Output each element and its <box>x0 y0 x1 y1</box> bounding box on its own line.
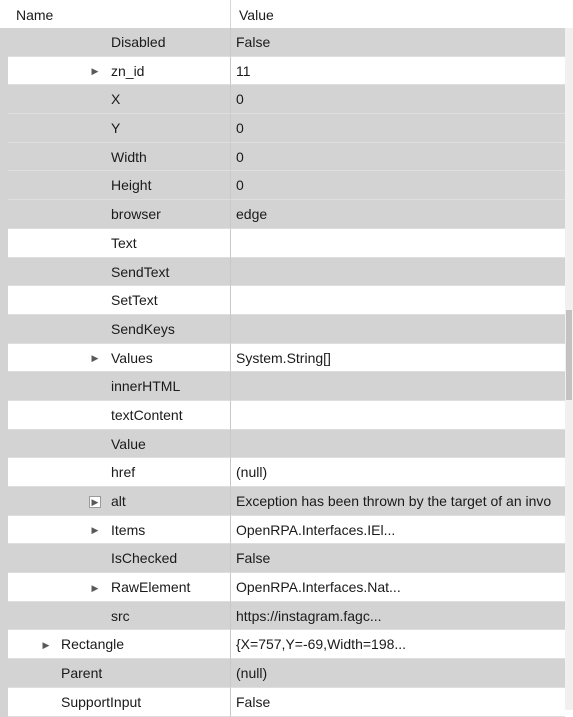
row-margin <box>0 200 8 229</box>
property-rows <box>0 28 573 717</box>
row-margin <box>0 114 8 143</box>
property-value: OpenRPA.Interfaces.IEl... <box>236 521 396 538</box>
property-row[interactable] <box>0 114 573 143</box>
property-name: Y <box>111 120 121 137</box>
property-row[interactable] <box>0 372 573 401</box>
property-value: 0 <box>236 148 244 165</box>
row-margin <box>0 286 8 315</box>
property-value-cell[interactable] <box>230 602 565 631</box>
property-name-cell <box>8 229 230 258</box>
property-name-cell <box>8 85 230 114</box>
property-value-cell[interactable] <box>230 229 565 258</box>
property-row[interactable] <box>0 688 573 717</box>
row-margin <box>0 487 8 516</box>
property-name: textContent <box>111 406 183 423</box>
property-value-cell[interactable] <box>230 573 565 602</box>
property-name-cell <box>8 487 230 516</box>
property-name: Height <box>111 177 152 194</box>
property-value: edge <box>236 206 268 223</box>
row-margin <box>0 573 8 602</box>
property-row[interactable] <box>0 143 573 172</box>
expand-icon[interactable]: ▶ <box>91 582 99 593</box>
property-name: alt <box>111 493 126 509</box>
row-margin <box>0 430 8 459</box>
property-row[interactable] <box>0 487 573 516</box>
property-value-cell[interactable] <box>230 258 565 287</box>
property-row[interactable] <box>0 516 573 545</box>
property-name: SetText <box>111 292 158 309</box>
property-value-cell[interactable] <box>230 659 565 688</box>
property-row[interactable] <box>0 401 573 430</box>
property-value-cell[interactable] <box>230 171 565 200</box>
row-margin <box>0 544 8 573</box>
property-value-cell[interactable] <box>230 286 565 315</box>
property-value-cell[interactable] <box>230 344 565 373</box>
property-row[interactable] <box>0 200 573 229</box>
property-name: zn_id <box>111 62 145 79</box>
property-value: False <box>236 550 271 567</box>
property-name: Width <box>111 148 147 165</box>
property-value: 11 <box>236 62 251 79</box>
property-row[interactable] <box>0 344 573 373</box>
property-name-cell <box>8 315 230 344</box>
row-margin <box>0 28 8 57</box>
property-value: OpenRPA.Interfaces.Nat... <box>236 579 401 596</box>
expand-icon[interactable]: ▶ <box>91 525 99 536</box>
property-name: href <box>111 464 136 481</box>
property-value-cell[interactable] <box>230 630 565 659</box>
property-row[interactable] <box>0 286 573 315</box>
property-row[interactable] <box>0 659 573 688</box>
property-value: https://instagram.fagc... <box>236 607 382 624</box>
property-name: IsChecked <box>111 550 178 567</box>
row-margin <box>0 516 8 545</box>
property-value: False <box>236 693 271 710</box>
property-name-cell <box>8 200 230 229</box>
row-margin <box>0 630 8 659</box>
property-row[interactable] <box>0 630 573 659</box>
property-value-cell[interactable] <box>230 143 565 172</box>
row-margin <box>0 458 8 487</box>
row-margin <box>0 659 8 688</box>
expand-icon[interactable]: ▶ <box>89 496 101 508</box>
property-value: 0 <box>236 177 244 194</box>
property-value-cell[interactable] <box>230 430 565 459</box>
scrollbar-thumb[interactable] <box>566 310 572 400</box>
property-value-cell[interactable] <box>230 516 565 545</box>
property-name: Rectangle <box>61 636 125 653</box>
property-name-cell <box>8 458 230 487</box>
row-margin <box>0 688 8 717</box>
row-margin <box>0 401 8 430</box>
row-margin <box>0 85 8 114</box>
property-name: Text <box>111 234 137 251</box>
property-value: (null) <box>236 464 268 481</box>
property-row[interactable] <box>0 258 573 287</box>
property-row[interactable] <box>0 85 573 114</box>
property-name: SendKeys <box>111 320 175 337</box>
property-value: (null) <box>236 665 268 682</box>
property-row[interactable] <box>0 229 573 258</box>
property-value-cell[interactable] <box>230 200 565 229</box>
property-row[interactable] <box>0 57 573 86</box>
property-name: X <box>111 91 121 108</box>
property-row[interactable] <box>0 315 573 344</box>
property-name-cell <box>8 659 230 688</box>
property-name-cell <box>8 544 230 573</box>
property-value: False <box>236 34 271 50</box>
row-margin <box>0 258 8 287</box>
name-column-header[interactable]: Name <box>16 7 54 23</box>
property-name-cell <box>8 143 230 172</box>
property-name: browser <box>111 206 161 223</box>
expand-icon[interactable]: ▶ <box>91 66 99 77</box>
value-column-header[interactable]: Value <box>230 0 573 28</box>
property-value-cell[interactable] <box>230 487 565 516</box>
property-name-cell <box>8 286 230 315</box>
property-name: Items <box>111 521 146 538</box>
property-row[interactable] <box>0 28 573 57</box>
property-value: 0 <box>236 120 244 137</box>
row-margin <box>0 344 8 373</box>
property-name: Value <box>111 435 146 452</box>
property-name-cell <box>8 171 230 200</box>
property-row[interactable] <box>0 430 573 459</box>
row-margin <box>0 171 8 200</box>
row-margin <box>0 602 8 631</box>
property-name-cell <box>8 430 230 459</box>
property-name: src <box>111 607 130 624</box>
property-value: {X=757,Y=-69,Width=198... <box>236 636 407 653</box>
property-name: Disabled <box>111 34 166 50</box>
property-row[interactable] <box>0 171 573 200</box>
property-value-cell[interactable] <box>230 28 565 57</box>
property-name-cell <box>8 57 230 86</box>
grid-header <box>0 0 573 29</box>
property-value-cell[interactable] <box>230 688 565 717</box>
property-value-cell[interactable] <box>230 458 565 487</box>
property-name: RawElement <box>111 579 191 596</box>
property-value-cell[interactable] <box>230 85 565 114</box>
property-value-cell[interactable] <box>230 544 565 573</box>
expand-icon[interactable]: ▶ <box>91 353 99 364</box>
property-name-cell <box>8 344 230 373</box>
property-name-cell <box>8 28 230 57</box>
expand-icon[interactable]: ▶ <box>42 639 50 650</box>
property-name-cell <box>8 688 230 717</box>
property-value-cell[interactable] <box>230 401 565 430</box>
property-name-cell <box>8 401 230 430</box>
property-value-cell[interactable] <box>230 372 565 401</box>
property-value: Exception has been thrown by the target of an invo <box>236 493 552 509</box>
property-value-cell[interactable] <box>230 57 565 86</box>
property-row[interactable] <box>0 458 573 487</box>
property-name: SendText <box>111 263 170 280</box>
property-row[interactable] <box>0 602 573 631</box>
property-name-cell <box>8 114 230 143</box>
row-margin <box>0 143 8 172</box>
property-name: innerHTML <box>111 378 181 395</box>
property-name-cell <box>8 516 230 545</box>
property-value-cell[interactable] <box>230 315 565 344</box>
property-name: SupportInput <box>61 693 142 710</box>
property-name-cell <box>8 372 230 401</box>
property-row[interactable] <box>0 544 573 573</box>
property-name-cell <box>8 573 230 602</box>
property-name-cell <box>8 602 230 631</box>
property-value: 0 <box>236 91 244 108</box>
row-margin <box>0 315 8 344</box>
property-row[interactable] <box>0 573 573 602</box>
property-value-cell[interactable] <box>230 114 565 143</box>
row-margin <box>0 372 8 401</box>
row-margin <box>0 229 8 258</box>
row-margin <box>0 57 8 86</box>
property-name-cell <box>8 630 230 659</box>
property-name-cell <box>8 258 230 287</box>
property-name: Values <box>111 349 153 366</box>
property-name: Parent <box>61 665 103 682</box>
property-value: System.String[] <box>236 349 331 366</box>
